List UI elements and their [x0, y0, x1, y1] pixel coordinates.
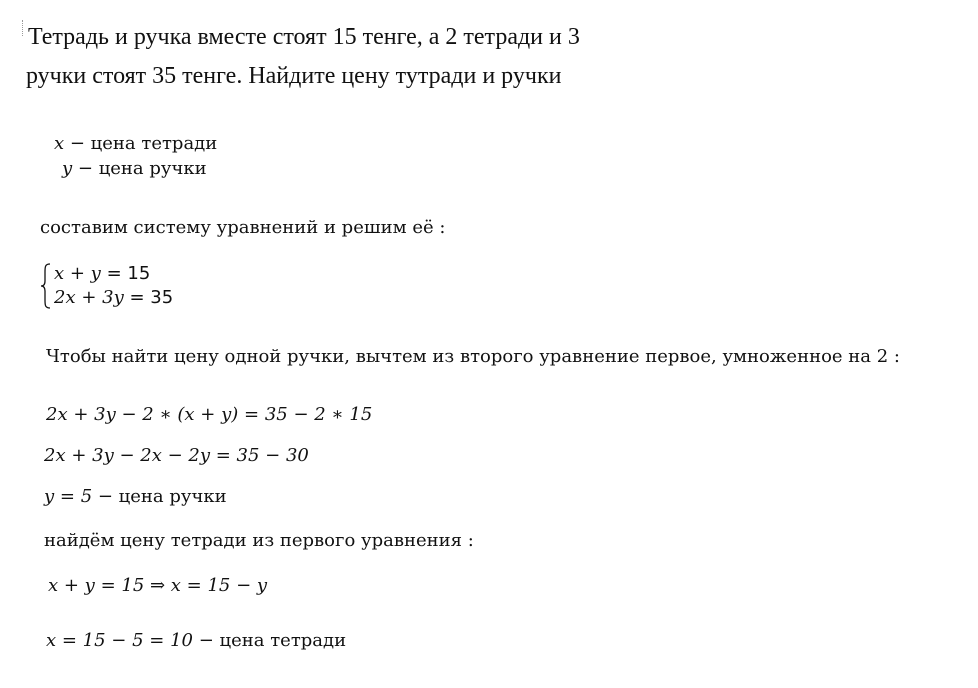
equation-5-text: − цена ручки: [92, 486, 227, 507]
cursor-marker: [22, 20, 23, 36]
system-eq1-left: x + y: [54, 263, 101, 284]
var-x-symbol: x: [54, 133, 65, 154]
system-eq2-right: = 35: [123, 287, 174, 308]
equation-5: [44, 485, 227, 509]
equation-4: 2x + 3y − 2x − 2y = 35 − 30: [44, 445, 309, 466]
var-x-definition: [54, 132, 217, 156]
var-y-symbol: y: [62, 158, 73, 179]
equation-7-math: x = 15 − 5 = 10: [46, 630, 193, 651]
system-equation-2: [54, 286, 173, 310]
equation-5-math: y = 5: [44, 486, 93, 507]
find-text: найдём цену тетради из первого уравнения :: [44, 530, 474, 551]
var-x-text: − цена тетради: [64, 133, 218, 154]
equation-7: [46, 629, 346, 653]
system-eq1-right: = 15: [100, 263, 151, 284]
equation-6: x + y = 15 ⇒ x = 15 − y: [48, 575, 268, 596]
problem-statement: [28, 18, 728, 96]
step-text: Чтобы найти цену одной ручки, вычтем из второго уравнение первое, умноженное на 2 :: [46, 346, 900, 367]
problem-line-2: ручки стоят 35 тенге. Найдите цену тутради и ручки: [26, 63, 562, 89]
equation-3: 2x + 3y − 2 ∗ (x + y) = 35 − 2 ∗ 15: [46, 404, 373, 425]
problem-line-1: Тетрадь и ручка вместе стоят 15 тенге, а 2 тетради и 3: [28, 24, 580, 50]
system-lines: [54, 262, 173, 310]
var-y-definition: [62, 157, 207, 181]
system-equation-1: [54, 262, 173, 286]
var-y-text: − цена ручки: [72, 158, 207, 179]
equation-7-text: − цена тетради: [193, 630, 347, 651]
equation-system: [40, 262, 220, 310]
intro-text: составим систему уравнений и решим её :: [40, 217, 446, 238]
system-eq2-left: 2x + 3y: [54, 287, 124, 308]
left-brace-icon: [40, 262, 52, 310]
